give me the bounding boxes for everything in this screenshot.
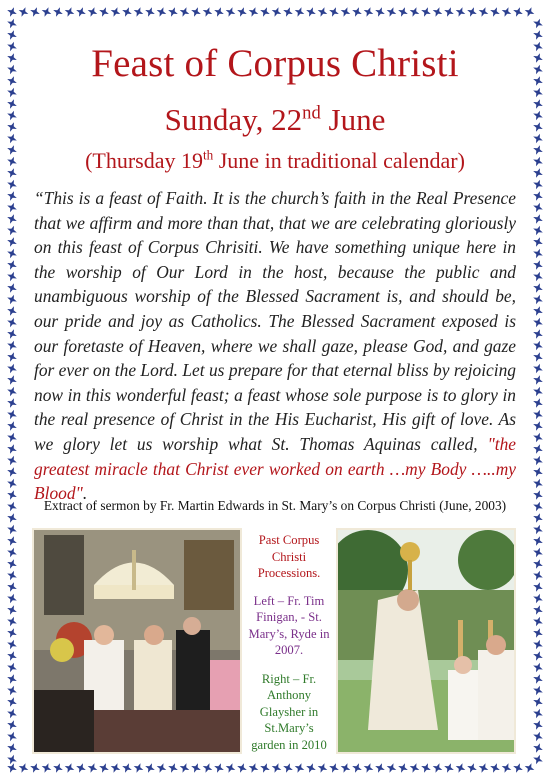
border-star	[7, 375, 17, 385]
border-star	[533, 571, 543, 581]
feast-date-month: June	[320, 102, 386, 137]
border-star	[533, 318, 543, 328]
border-star	[134, 763, 144, 773]
border-star	[191, 7, 201, 17]
border-star	[7, 364, 17, 374]
border-star	[134, 7, 144, 17]
border-star	[490, 7, 500, 17]
border-star	[7, 651, 17, 661]
border-star	[7, 42, 17, 52]
border-star	[7, 456, 17, 466]
border-star	[7, 755, 17, 765]
border-star	[111, 7, 121, 17]
border-star	[203, 7, 213, 17]
border-star	[533, 375, 543, 385]
border-star	[249, 763, 259, 773]
border-star	[7, 168, 17, 178]
border-star	[203, 763, 213, 773]
border-star	[318, 7, 328, 17]
border-star	[533, 651, 543, 661]
border-star	[533, 203, 543, 213]
border-star	[352, 763, 362, 773]
border-star	[7, 674, 17, 684]
border-star	[306, 763, 316, 773]
border-star	[533, 122, 543, 132]
traditional-date-note	[26, 148, 524, 174]
border-star	[533, 283, 543, 293]
border-star	[533, 709, 543, 719]
sermon-attribution: Extract of sermon by Fr. Martin Edwards in St. Mary’s on Corpus Christi (June, 2003)	[43, 498, 507, 513]
border-star	[260, 763, 270, 773]
border-star	[533, 226, 543, 236]
border-star	[7, 732, 17, 742]
border-star	[283, 7, 293, 17]
border-star	[7, 467, 17, 477]
border-star	[7, 640, 17, 650]
border-star	[533, 387, 543, 397]
border-star	[7, 122, 17, 132]
border-star	[533, 168, 543, 178]
border-star	[329, 7, 339, 17]
border-star	[502, 7, 512, 17]
border-star	[7, 306, 17, 316]
border-star	[467, 763, 477, 773]
border-star	[7, 479, 17, 489]
border-star	[157, 763, 167, 773]
border-star	[7, 260, 17, 270]
border-star	[533, 582, 543, 592]
border-star	[533, 214, 543, 224]
border-star	[533, 30, 543, 40]
border-star	[533, 697, 543, 707]
border-star	[111, 763, 121, 773]
border-star	[7, 398, 17, 408]
border-star	[19, 7, 29, 17]
border-star	[191, 763, 201, 773]
border-star	[7, 19, 17, 29]
border-star	[533, 743, 543, 753]
border-star	[7, 686, 17, 696]
border-star	[260, 7, 270, 17]
border-star	[7, 157, 17, 167]
border-star	[533, 605, 543, 615]
border-star	[65, 763, 75, 773]
border-star	[7, 582, 17, 592]
border-star	[533, 548, 543, 558]
border-star	[7, 295, 17, 305]
border-star	[421, 7, 431, 17]
border-star	[272, 7, 282, 17]
traditional-date-suffix: th	[202, 147, 214, 163]
border-star	[76, 7, 86, 17]
border-star	[502, 763, 512, 773]
sermon-quote	[34, 186, 516, 506]
caption-right: Right – Fr. Anthony Glaysher in St.Mary’s garden in 2010	[251, 671, 327, 752]
border-star	[444, 763, 454, 773]
border-star	[7, 536, 17, 546]
border-star	[456, 763, 466, 773]
border-star	[533, 559, 543, 569]
border-star	[533, 617, 543, 627]
border-star	[533, 686, 543, 696]
border-star	[7, 329, 17, 339]
border-star	[7, 605, 17, 615]
border-star	[7, 663, 17, 673]
border-star	[7, 318, 17, 328]
border-star	[7, 272, 17, 282]
procession-photo-left	[32, 528, 242, 754]
border-star	[7, 30, 17, 40]
border-star	[249, 7, 259, 17]
border-star	[533, 306, 543, 316]
border-star	[7, 99, 17, 109]
border-star	[533, 352, 543, 362]
border-star	[533, 490, 543, 500]
caption-title: Past Corpus Christi Processions.	[257, 533, 321, 580]
border-star	[410, 763, 420, 773]
border-star	[318, 763, 328, 773]
border-star	[533, 53, 543, 63]
border-star	[7, 513, 17, 523]
border-star	[7, 763, 17, 773]
border-star	[375, 7, 385, 17]
border-star	[364, 763, 374, 773]
page-title: Feast of Corpus Christi	[91, 42, 459, 85]
border-star	[398, 7, 408, 17]
border-star	[145, 763, 155, 773]
border-star	[533, 433, 543, 443]
procession-photo-right	[336, 528, 516, 754]
border-star	[533, 111, 543, 121]
border-star	[7, 214, 17, 224]
border-star	[7, 352, 17, 362]
border-star	[7, 490, 17, 500]
border-star	[533, 295, 543, 305]
feast-date	[26, 102, 524, 138]
border-star	[533, 249, 543, 259]
border-star	[533, 42, 543, 52]
border-star	[533, 272, 543, 282]
border-star	[7, 559, 17, 569]
border-star	[7, 249, 17, 259]
border-star	[533, 755, 543, 765]
border-star	[525, 7, 535, 17]
border-star	[533, 720, 543, 730]
border-star	[7, 571, 17, 581]
feast-date-suffix: nd	[302, 102, 321, 124]
border-star	[533, 467, 543, 477]
border-star	[7, 444, 17, 454]
border-star	[7, 65, 17, 75]
border-star	[272, 763, 282, 773]
border-star	[7, 548, 17, 558]
border-star	[7, 502, 17, 512]
border-star	[122, 763, 132, 773]
border-star	[533, 134, 543, 144]
border-star	[7, 226, 17, 236]
border-star	[7, 111, 17, 121]
border-star	[226, 763, 236, 773]
border-star	[30, 763, 40, 773]
border-star	[341, 763, 351, 773]
sermon-highlight: "the greatest miracle that Christ ever worked on earth …my Body …..my Blood"	[34, 433, 516, 504]
border-star	[533, 674, 543, 684]
border-star	[533, 180, 543, 190]
border-star	[42, 763, 52, 773]
border-star	[214, 7, 224, 17]
border-star	[513, 763, 523, 773]
border-star	[99, 763, 109, 773]
feast-date-main: Sunday, 22	[164, 102, 303, 137]
border-star	[7, 709, 17, 719]
border-star	[479, 763, 489, 773]
border-star	[533, 421, 543, 431]
border-star	[122, 7, 132, 17]
border-star	[7, 53, 17, 63]
border-star	[7, 525, 17, 535]
border-star	[533, 237, 543, 247]
border-star	[145, 7, 155, 17]
border-star	[7, 180, 17, 190]
border-star	[88, 763, 98, 773]
border-star	[533, 99, 543, 109]
border-star	[533, 525, 543, 535]
border-star	[533, 398, 543, 408]
border-star	[7, 617, 17, 627]
border-star	[533, 663, 543, 673]
border-star	[7, 203, 17, 213]
border-star	[533, 76, 543, 86]
border-star	[7, 134, 17, 144]
border-star	[533, 145, 543, 155]
border-star	[533, 502, 543, 512]
border-star	[214, 763, 224, 773]
border-star	[65, 7, 75, 17]
border-star	[533, 732, 543, 742]
border-star	[329, 763, 339, 773]
border-star	[533, 341, 543, 351]
border-star	[387, 763, 397, 773]
border-star	[7, 743, 17, 753]
border-star	[19, 763, 29, 773]
border-star	[295, 763, 305, 773]
border-star	[513, 7, 523, 17]
border-star	[533, 640, 543, 650]
border-star	[7, 283, 17, 293]
border-star	[7, 191, 17, 201]
border-star	[533, 536, 543, 546]
border-star	[7, 720, 17, 730]
border-star	[180, 7, 190, 17]
border-star	[53, 763, 63, 773]
border-star	[7, 421, 17, 431]
border-star	[7, 237, 17, 247]
border-star	[7, 145, 17, 155]
border-star	[237, 763, 247, 773]
traditional-date-start: (Thursday 19	[85, 148, 203, 173]
border-star	[490, 763, 500, 773]
caption-left: Left – Fr. Tim Finigan, - St. Mary’s, Ryde in 2007.	[248, 593, 330, 657]
border-star	[341, 7, 351, 17]
border-star	[533, 594, 543, 604]
border-star	[533, 260, 543, 270]
border-star	[533, 65, 543, 75]
border-star	[456, 7, 466, 17]
border-star	[352, 7, 362, 17]
border-star	[525, 763, 535, 773]
border-star	[7, 433, 17, 443]
border-star	[387, 7, 397, 17]
sermon-end: .	[82, 483, 88, 504]
border-star	[421, 763, 431, 773]
border-star	[7, 697, 17, 707]
photo-caption	[248, 532, 330, 753]
border-star	[7, 341, 17, 351]
border-star	[283, 763, 293, 773]
border-star	[398, 763, 408, 773]
border-star	[88, 7, 98, 17]
border-star	[533, 628, 543, 638]
border-star	[30, 7, 40, 17]
border-star	[467, 7, 477, 17]
border-star	[533, 444, 543, 454]
border-star	[168, 7, 178, 17]
border-star	[533, 329, 543, 339]
border-star	[533, 88, 543, 98]
border-star	[433, 763, 443, 773]
border-star	[168, 763, 178, 773]
border-star	[375, 763, 385, 773]
border-star	[364, 7, 374, 17]
border-star	[533, 19, 543, 29]
border-star	[76, 763, 86, 773]
border-star	[53, 7, 63, 17]
border-star	[42, 7, 52, 17]
border-star	[237, 7, 247, 17]
border-star	[444, 7, 454, 17]
border-star	[479, 7, 489, 17]
traditional-date-end: June in traditional calendar)	[213, 148, 465, 173]
border-star	[7, 594, 17, 604]
border-star	[533, 513, 543, 523]
border-star	[533, 410, 543, 420]
border-star	[433, 7, 443, 17]
border-star	[99, 7, 109, 17]
border-star	[226, 7, 236, 17]
border-star	[533, 456, 543, 466]
border-star	[7, 410, 17, 420]
border-star	[157, 7, 167, 17]
border-star	[7, 387, 17, 397]
border-star	[410, 7, 420, 17]
border-star	[7, 76, 17, 86]
border-star	[306, 7, 316, 17]
border-star	[533, 157, 543, 167]
border-star	[295, 7, 305, 17]
border-star	[180, 763, 190, 773]
sermon-text: “This is a feast of Faith. It is the church’s faith in the Real Presence that we affirm and more than that, that we are celebrating gloriously on this feast of Corpus Chrisiti. We have something unique here in the worship of Our Lord in the host, because the public and unambiguous worship of the Blessed Sacrament is, and should be, our pride and joy as Catholics. The Blessed Sacrament exposed is our foretaste of Heaven, where we shall gaze, please God, and gaze for ever on the Lord. Let us prepare for that eternal bliss by rejoicing now in this wonderful feast; a feast whose sole purpose is to glory in the real presence of Christ in the His Eucharist, His gift of love. As we glory let us worship what St. Thomas Aquinas called,	[34, 188, 516, 454]
border-star	[533, 479, 543, 489]
border-star	[533, 364, 543, 374]
border-star	[7, 7, 17, 17]
border-star	[7, 88, 17, 98]
border-star	[7, 628, 17, 638]
border-star	[533, 191, 543, 201]
poster-content	[26, 30, 524, 752]
